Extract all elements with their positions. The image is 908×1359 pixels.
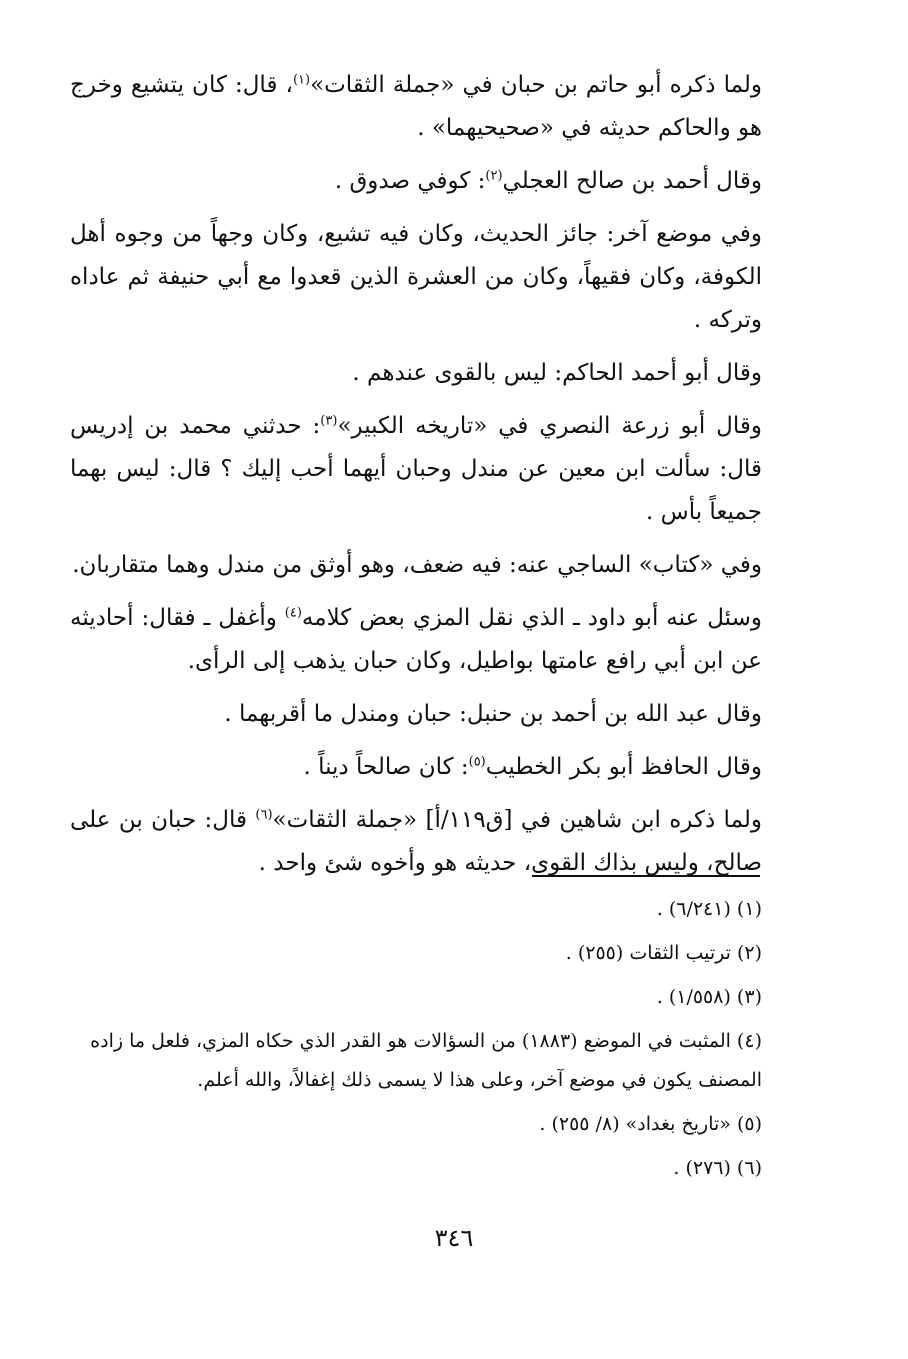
paragraph xyxy=(70,799,762,885)
footnote-marker: (٤) xyxy=(284,605,302,621)
footnote: (٤) المثبت في الموضع (١٨٨٣) من السؤالات هو القدر الذي حكاه المزي، فلعل ما زاده المصنف يكون في موضع آخر، وعلى هذا لا يسمى ذلك إغفالاً، والله أعلم. xyxy=(90,1030,762,1091)
paragraph xyxy=(70,64,762,150)
footnote: (٥) «تاريخ بغداد» (٨/ ٢٥٥) . xyxy=(539,1113,762,1135)
footnote: (١) (٦/٢٤١) . xyxy=(656,898,762,920)
footnote-marker: (٦) xyxy=(255,807,273,823)
footnote: (٦) (٢٧٦) . xyxy=(673,1157,762,1179)
paragraph xyxy=(70,746,762,789)
footnote-marker: (٢) xyxy=(485,168,503,184)
paragraph-text: : كوفي صدوق . xyxy=(334,168,486,194)
paragraph-text: وأغفل ـ فقال: أحاديثه عن ابن أبي رافع عامتها بواطيل، وكان حبان يذهب إلى الرأى. xyxy=(70,605,762,674)
paragraph-text: ، قال: كان يتشيع وخرج هو والحاكم حديثه في «صحيحيهما» . xyxy=(70,72,762,141)
paragraph-text: وقال الحافظ أبو بكر الخطيب xyxy=(485,754,762,780)
paragraph xyxy=(70,213,762,342)
paragraph xyxy=(70,693,762,736)
footnote-separator xyxy=(532,875,760,877)
page-number: ٣٤٦ xyxy=(434,1224,474,1252)
paragraph xyxy=(70,597,762,683)
footnote: (٣) (١/٥٥٨) . xyxy=(656,986,762,1008)
paragraph-text: وقال أبو زرعة النصري في «تاريخه الكبير» xyxy=(337,413,762,439)
paragraph xyxy=(70,544,762,587)
footnote-marker: (٣) xyxy=(320,413,338,429)
paragraph-text: : حدثني محمد بن إدريس قال: سألت ابن معين عن مندل وحبان أيهما أحب إليك ؟ قال: ليس بهما جميعاً بأس . xyxy=(70,413,762,525)
footnote-marker: (٥) xyxy=(468,754,486,770)
footnotes xyxy=(70,890,762,1193)
footnote: (٢) ترتيب الثقات (٢٥٥) . xyxy=(565,942,762,964)
paragraph-text: ولما ذكره ابن شاهين في [ق١١٩/أ] «جملة الثقات» xyxy=(272,807,762,833)
paragraph-text: وقال أحمد بن صالح العجلي xyxy=(502,168,762,194)
footnote-marker: (١) xyxy=(292,72,311,88)
paragraph-text: ولما ذكره أبو حاتم بن حبان في «جملة الثقات» xyxy=(310,72,762,98)
paragraph-text: وسئل عنه أبو داود ـ الذي نقل المزي بعض كلامه xyxy=(301,605,762,631)
paragraph-text: وفي موضع آخر: جائز الحديث، وكان فيه تشيع، وكان وجهاً من وجوه أهل الكوفة، وكان فقيهاً، وكان من العشرة الذين قعدوا مع أبي حنيفة ثم عاداه وتركه . xyxy=(70,221,762,333)
paragraph xyxy=(70,160,762,203)
paragraph xyxy=(70,352,762,395)
paragraph-text: وفي «كتاب» الساجي عنه: فيه ضعف، وهو أوثق من مندل وهما متقاربان. xyxy=(72,552,762,578)
main-text xyxy=(70,64,762,895)
paragraph-text: وقال أبو أحمد الحاكم: ليس بالقوى عندهم . xyxy=(352,360,762,386)
paragraph-text: قال: حبان بن على صالح، وليس بذاك القوى، حديثه هو وأخوه شئ واحد . xyxy=(70,807,762,876)
paragraph-text: وقال عبد الله بن أحمد بن حنبل: حبان ومندل ما أقربهما . xyxy=(224,701,762,727)
paragraph-text: : كان صالحاً ديناً . xyxy=(303,754,469,780)
paragraph xyxy=(70,405,762,534)
